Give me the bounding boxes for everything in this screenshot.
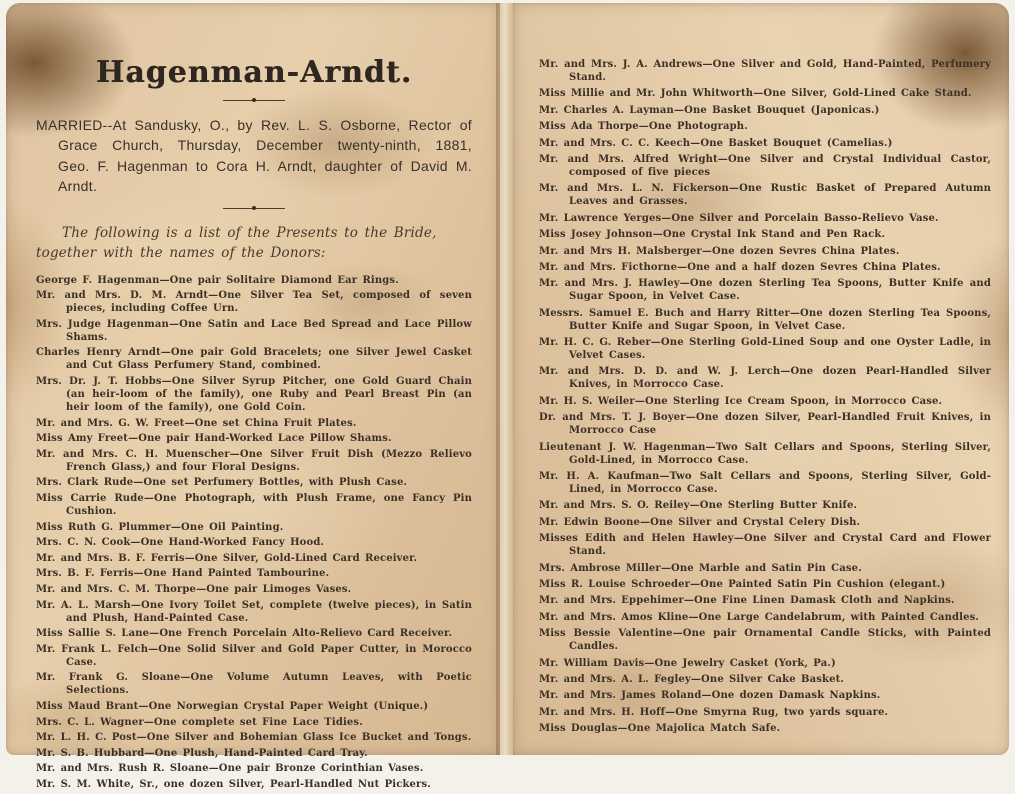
right-page (513, 3, 1009, 755)
gift-list-item: Mr. and Mrs. Eppehimer—One Fine Linen Damask Cloth and Napkins. (539, 595, 955, 607)
gift-list-item: Mrs. C. L. Wagner—One complete set Fine Lace Tidies. (36, 716, 363, 728)
gift-list-item: Mr. and Mrs. G. W. Freet—One set China Fruit Plates. (36, 417, 357, 429)
gift-list-item: Miss Maud Brant—One Norwegian Crystal Paper Weight (Unique.) (36, 700, 429, 712)
gift-list-item: Miss Bessie Valentine—One pair Ornamental Candle Sticks, with Painted Candles. (539, 628, 991, 653)
gift-list-item: Mr. and Mrs. H. Hoff—One Smyrna Rug, two yards square. (539, 706, 889, 718)
gift-list-item: Mr. S. M. White, Sr., one dozen Silver, Pearl-Handled Nut Pickers. (36, 778, 431, 790)
gift-list-item: George F. Hagenman—One pair Solitaire Diamond Ear Rings. (36, 274, 399, 286)
gift-list-item: Mr. A. L. Marsh—One Ivory Toilet Set, complete (twelve pieces), in Satin and Plush, Hand-Painted Case. (36, 599, 472, 624)
gift-list-item: Mr. Frank L. Felch—One Solid Silver and Gold Paper Cutter, in Morocco Case. (36, 643, 472, 668)
gift-list-item: Lieutenant J. W. Hagenman—Two Salt Cellars and Spoons, Sterling Silver, Gold-Lined, in Morrocco Case. (539, 441, 991, 466)
section-divider (223, 208, 285, 209)
gift-list-item: Mr. and Mrs H. Malsberger—One dozen Sevres China Plates. (539, 245, 900, 257)
gift-list-item: Mr. and Mrs. L. N. Fickerson—One Rustic Basket of Prepared Autumn Leaves and Grasses. (539, 183, 991, 208)
gift-list-item: Miss Ada Thorpe—One Photograph. (539, 121, 748, 133)
gift-list-item: Mr. S. B. Hubbard—One Plush, Hand-Painted Card Tray. (36, 747, 368, 759)
gift-list-item: Mrs. Ambrose Miller—One Marble and Satin Pin Case. (539, 562, 862, 574)
gift-list-item: Mr. H. A. Kaufman—Two Salt Cellars and Spoons, Sterling Silver, Gold-Lined, in Morrocco Case. (539, 471, 991, 496)
gift-list-item: Mr. and Mrs. D. D. and W. J. Lerch—One dozen Pearl-Handled Silver Knives, in Morrocco Case. (539, 366, 991, 391)
gift-list-item: Mr. and Mrs. Ficthorne—One and a half dozen Sevres China Plates. (539, 261, 941, 273)
gift-list-item: Miss R. Louise Schroeder—One Painted Satin Pin Cushion (elegant.) (539, 578, 946, 590)
gift-list-item: Mr. and Mrs. J. A. Andrews—One Silver and Gold, Hand-Painted, Perfumery Stand. (539, 59, 991, 83)
gift-list-item: Mr. Charles A. Layman—One Basket Bouquet (Japonicas.) (539, 104, 880, 116)
gift-list-item: Mrs. Clark Rude—One set Perfumery Bottles, with Plush Case. (36, 477, 408, 489)
gift-list-item: Messrs. Samuel E. Buch and Harry Ritter—One dozen Sterling Tea Spoons, Butter Knife and Sugar Spoon, in Velvet Case. (539, 307, 991, 332)
gift-list-item: Miss Josey Johnson—One Crystal Ink Stand and Pen Rack. (539, 229, 886, 241)
gift-list-item: Mr. and Mrs. A. L. Fegley—One Silver Cake Basket. (539, 673, 845, 685)
title-divider (223, 100, 285, 101)
gift-list-item: Mr. and Mrs. D. M. Arndt—One Silver Tea Set, composed of seven pieces, including Coffee Urn. (36, 290, 472, 315)
gift-list-item: Dr. and Mrs. T. J. Boyer—One dozen Silver, Pearl-Handled Fruit Knives, in Morrocco Case (539, 412, 991, 437)
gift-list-item: Miss Sallie S. Lane—One French Porcelain Alto-Relievo Card Receiver. (36, 628, 453, 640)
gift-list-item: Miss Millie and Mr. John Whitworth—One Silver, Gold-Lined Cake Stand. (539, 88, 972, 100)
gift-list-item: Mr. H. S. Weiler—One Sterling Ice Cream Spoon, in Morrocco Case. (539, 395, 943, 407)
gift-list-item: Misses Edith and Helen Hawley—One Silver and Crystal Card and Flower Stand. (539, 533, 991, 558)
gift-list-item: Mr. and Mrs. C. H. Muenscher—One Silver Fruit Dish (Mezzo Relievo French Glass,) and four Floral Designs. (36, 448, 472, 473)
gift-list-item: Mr. and Mrs. Amos Kline—One Large Candelabrum, with Painted Candles. (539, 611, 980, 623)
gift-list-item: Mr. and Mrs. Alfred Wright—One Silver and Crystal Individual Castor, composed of five pieces (539, 153, 991, 178)
gift-list-item: Mrs. Judge Hagenman—One Satin and Lace Bed Spread and Lace Pillow Shams. (36, 318, 472, 343)
gift-list-item: Mrs. B. F. Ferris—One Hand Painted Tambourine. (36, 568, 330, 580)
gift-list-left (36, 274, 472, 791)
gift-list-item: Mrs. C. N. Cook—One Hand-Worked Fancy Hood. (36, 537, 325, 549)
gift-list-item: Mr. and Mrs. S. O. Reiley—One Sterling Butter Knife. (539, 500, 858, 512)
marriage-announcement: MARRIED--At Sandusky, O., by Rev. L. S. Osborne, Rector of Grace Church, Thursday, December twenty-ninth, 1881, Geo. F. Hagenman to Cora H. Arndt, daughter of David M. Arndt. (36, 117, 472, 194)
gift-list-item: Mr. and Mrs. B. F. Ferris—One Silver, Gold-Lined Card Receiver. (36, 552, 418, 564)
gift-list-item: Mr. and Mrs. James Roland—One dozen Damask Napkins. (539, 690, 881, 702)
gift-list-item: Mr. William Davis—One Jewelry Casket (York, Pa.) (539, 657, 836, 669)
gift-list-item: Miss Amy Freet—One pair Hand-Worked Lace Pillow Shams. (36, 433, 392, 445)
page-title: Hagenman-Arndt. (95, 55, 413, 90)
gift-list-item: Mr. and Mrs. J. Hawley—One dozen Sterling Tea Spoons, Butter Knife and Sugar Spoon, in Velvet Case. (539, 278, 991, 303)
gift-list-item: Mr. L. H. C. Post—One Silver and Bohemian Glass Ice Bucket and Tongs. (36, 732, 472, 744)
intro-text: The following is a list of the Presents to the Bride, together with the names of the Donors: (36, 225, 437, 262)
gift-list-item: Mr. Edwin Boone—One Silver and Crystal Celery Dish. (539, 516, 861, 528)
gift-list-item: Mr. and Mrs. C. C. Keech—One Basket Bouquet (Camelias.) (539, 137, 893, 149)
gift-list-item: Miss Ruth G. Plummer—One Oil Painting. (36, 521, 284, 533)
gift-list-right (539, 58, 991, 735)
gift-list-item: Mr. Frank G. Sloane—One Volume Autumn Leaves, with Poetic Selections. (36, 672, 472, 697)
gift-list-item: Charles Henry Arndt—One pair Gold Bracelets; one Silver Jewel Casket and Cut Glass Perfumery Stand, combined. (36, 347, 472, 372)
gift-list-item: Mrs. Dr. J. T. Hobbs—One Silver Syrup Pitcher, one Gold Guard Chain (an heir-loom of the family), one Ruby and Pearl Breast Pin (an heir loom of the family), one Gold Coin. (36, 376, 472, 414)
gift-list-item: Mr. H. C. G. Reber—One Sterling Gold-Lined Soup and one Oyster Ladle, in Velvet Cases. (539, 337, 991, 362)
left-page (6, 3, 500, 790)
gift-list-item: Miss Carrie Rude—One Photograph, with Plush Frame, one Fancy Pin Cushion. (36, 493, 472, 518)
gift-list-item: Mr. and Mrs. C. M. Thorpe—One pair Limoges Vases. (36, 584, 352, 595)
gift-list-item: Miss Douglas—One Majolica Match Safe. (539, 723, 781, 735)
gift-list-item: Mr. Lawrence Yerges—One Silver and Porcelain Basso-Relievo Vase. (539, 212, 939, 224)
gift-list-item: Mr. and Mrs. Rush R. Sloane—One pair Bronze Corinthian Vases. (36, 763, 424, 775)
